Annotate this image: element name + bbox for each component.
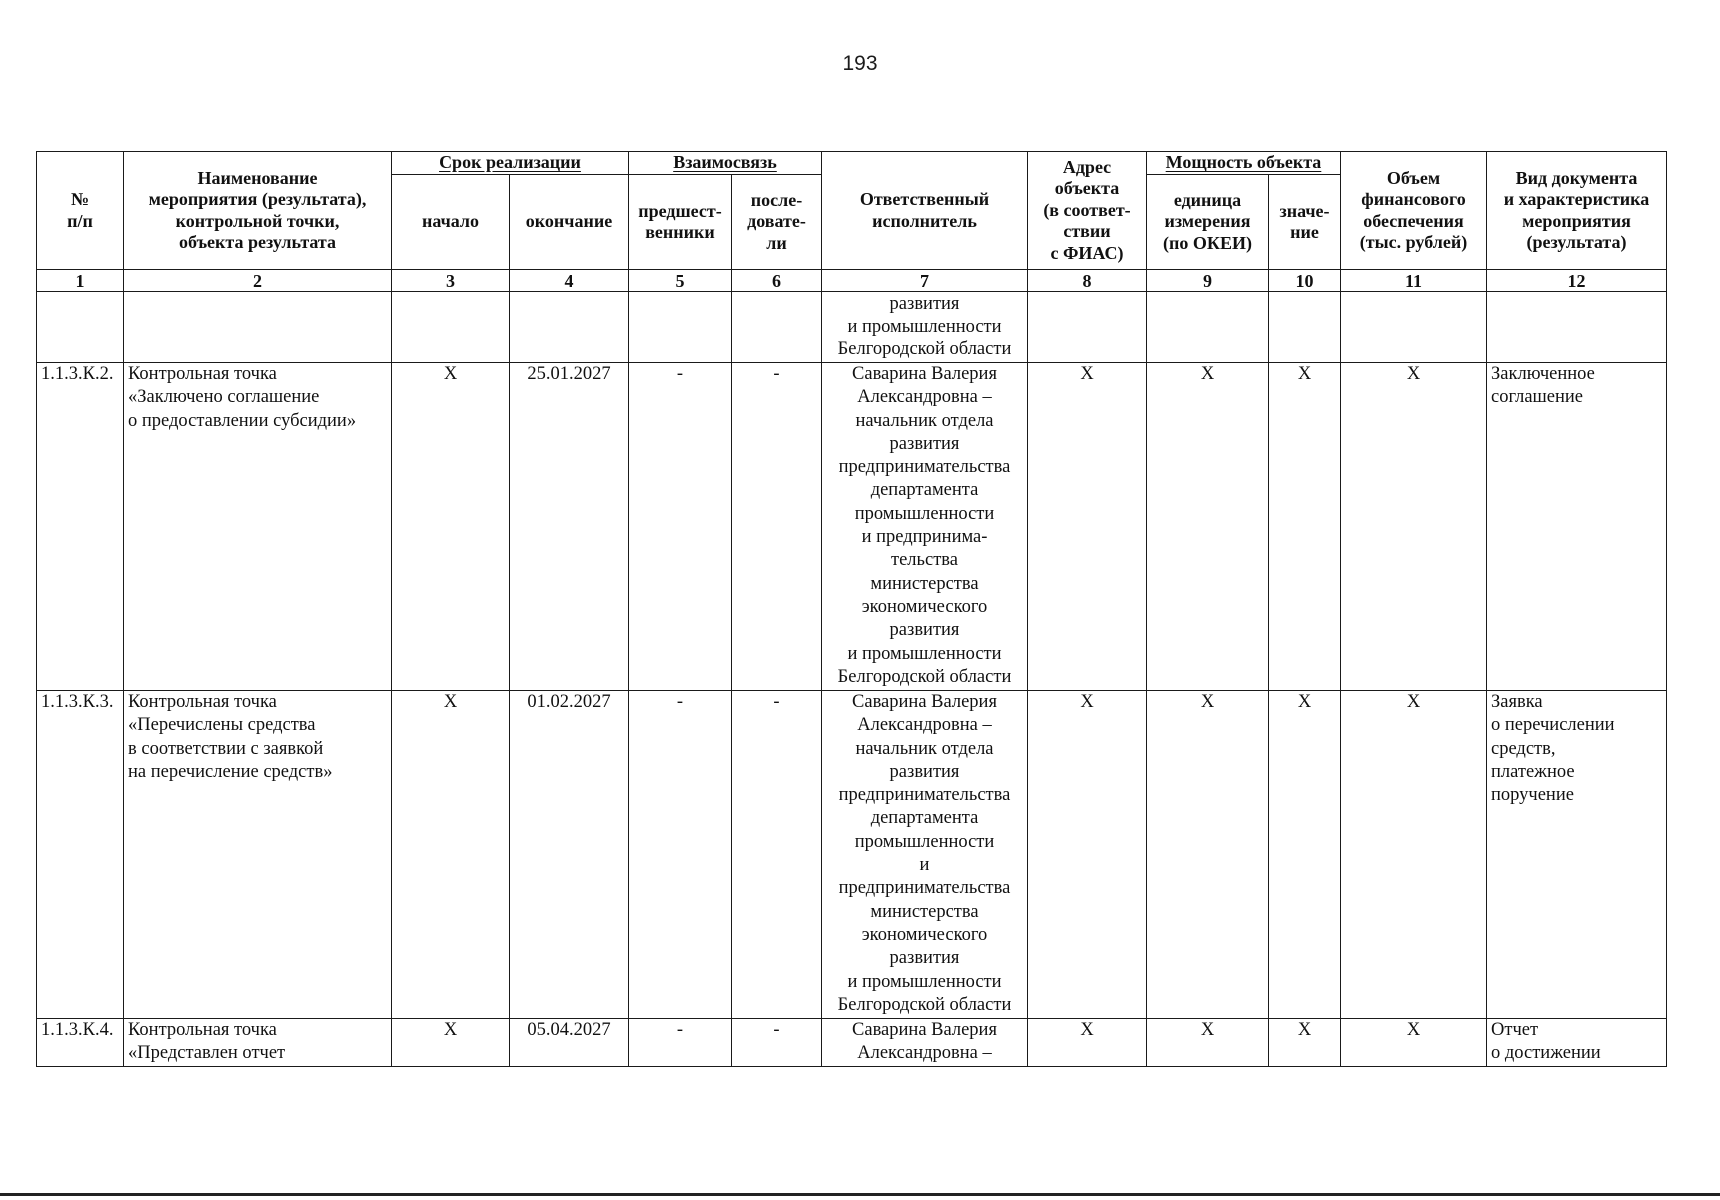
cell <box>392 292 510 363</box>
row-responsible: Саварина Валерия Александровна – начальник отдела развития предпринимательства департамента промышленности и предпринима- тельства министерства экономического развития и промышленности Белгородской области <box>822 363 1028 691</box>
header-vzaim-label: Взаимосвязь <box>673 152 777 172</box>
header-responsible: Ответственный исполнитель <box>822 152 1028 270</box>
row-address: X <box>1028 363 1147 691</box>
header-srok-group <box>392 152 629 175</box>
row-start: X <box>392 363 510 691</box>
row-value: X <box>1269 363 1341 691</box>
cell <box>37 292 124 363</box>
column-number: 3 <box>392 270 510 292</box>
header-value: значе- ние <box>1269 175 1341 270</box>
row-num: 1.1.3.К.4. <box>37 1019 124 1067</box>
row-start: X <box>392 1019 510 1067</box>
column-number: 8 <box>1028 270 1147 292</box>
row-responsible: Саварина Валерия Александровна – <box>822 1019 1028 1067</box>
row-pred: - <box>629 1019 732 1067</box>
table-row <box>37 363 1667 691</box>
column-number: 5 <box>629 270 732 292</box>
header-num: № п/п <box>37 152 124 270</box>
row-num: 1.1.3.К.3. <box>37 691 124 1019</box>
row-end: 25.01.2027 <box>510 363 629 691</box>
header-moshch-group <box>1147 152 1341 175</box>
table-row <box>37 1019 1667 1067</box>
row-address: X <box>1028 1019 1147 1067</box>
row-pred: - <box>629 691 732 1019</box>
row-next: - <box>732 691 822 1019</box>
row-name: Контрольная точка «Представлен отчет <box>124 1019 392 1067</box>
header-row-top <box>37 152 1667 175</box>
continuation-row <box>37 292 1667 363</box>
column-number: 6 <box>732 270 822 292</box>
column-number: 12 <box>1487 270 1667 292</box>
row-name: Контрольная точка «Заключено соглашение о предоставлении субсидии» <box>124 363 392 691</box>
cell <box>1269 292 1341 363</box>
header-unit: единица измерения (по ОКЕИ) <box>1147 175 1269 270</box>
header-vzaim-group <box>629 152 822 175</box>
row-unit: X <box>1147 1019 1269 1067</box>
header-address: Адрес объекта (в соответ- ствии с ФИАС) <box>1028 152 1147 270</box>
header-srok-label: Срок реализации <box>439 152 581 172</box>
cell <box>732 292 822 363</box>
header-moshch-label: Мощность объекта <box>1165 152 1322 172</box>
row-finance: X <box>1341 691 1487 1019</box>
header-start: начало <box>392 175 510 270</box>
row-start: X <box>392 691 510 1019</box>
column-number: 2 <box>124 270 392 292</box>
row-next: - <box>732 1019 822 1067</box>
row-unit: X <box>1147 363 1269 691</box>
row-end: 01.02.2027 <box>510 691 629 1019</box>
row-value: X <box>1269 691 1341 1019</box>
header-end: окончание <box>510 175 629 270</box>
row-finance: X <box>1341 363 1487 691</box>
column-number: 7 <box>822 270 1028 292</box>
header-name: Наименование мероприятия (результата), контрольной точки, объекта результата <box>124 152 392 270</box>
row-next: - <box>732 363 822 691</box>
column-number: 10 <box>1269 270 1341 292</box>
header-next: после- довате- ли <box>732 175 822 270</box>
row-num: 1.1.3.К.2. <box>37 363 124 691</box>
header-finance: Объем финансового обеспечения (тыс. рублей) <box>1341 152 1487 270</box>
continuation-responsible: развития и промышленности Белгородской области <box>822 292 1028 363</box>
cell <box>1341 292 1487 363</box>
cell <box>629 292 732 363</box>
row-responsible: Саварина Валерия Александровна – начальник отдела развития предпринимательства департамента промышленности и предпринимательства министерства экономического развития и промышленности Белгородской области <box>822 691 1028 1019</box>
cell <box>510 292 629 363</box>
row-doc: Заключенное соглашение <box>1487 363 1667 691</box>
column-number-row <box>37 270 1667 292</box>
cell <box>1147 292 1269 363</box>
row-pred: - <box>629 363 732 691</box>
row-end: 05.04.2027 <box>510 1019 629 1067</box>
header-doc: Вид документа и характеристика мероприятия (результата) <box>1487 152 1667 270</box>
row-finance: X <box>1341 1019 1487 1067</box>
column-number: 9 <box>1147 270 1269 292</box>
cell <box>124 292 392 363</box>
row-doc: Заявка о перечислении средств, платежное поручение <box>1487 691 1667 1019</box>
row-doc: Отчет о достижении <box>1487 1019 1667 1067</box>
row-address: X <box>1028 691 1147 1019</box>
bottom-rule <box>0 1193 1720 1196</box>
row-unit: X <box>1147 691 1269 1019</box>
cell <box>1487 292 1667 363</box>
page-number: 193 <box>842 52 878 75</box>
row-value: X <box>1269 1019 1341 1067</box>
table-row <box>37 691 1667 1019</box>
column-number: 1 <box>37 270 124 292</box>
plan-table <box>36 151 1667 1067</box>
row-name: Контрольная точка «Перечислены средства в соответствии с заявкой на перечисление средств» <box>124 691 392 1019</box>
header-pred: предшест- венники <box>629 175 732 270</box>
column-number: 4 <box>510 270 629 292</box>
column-number: 11 <box>1341 270 1487 292</box>
cell <box>1028 292 1147 363</box>
